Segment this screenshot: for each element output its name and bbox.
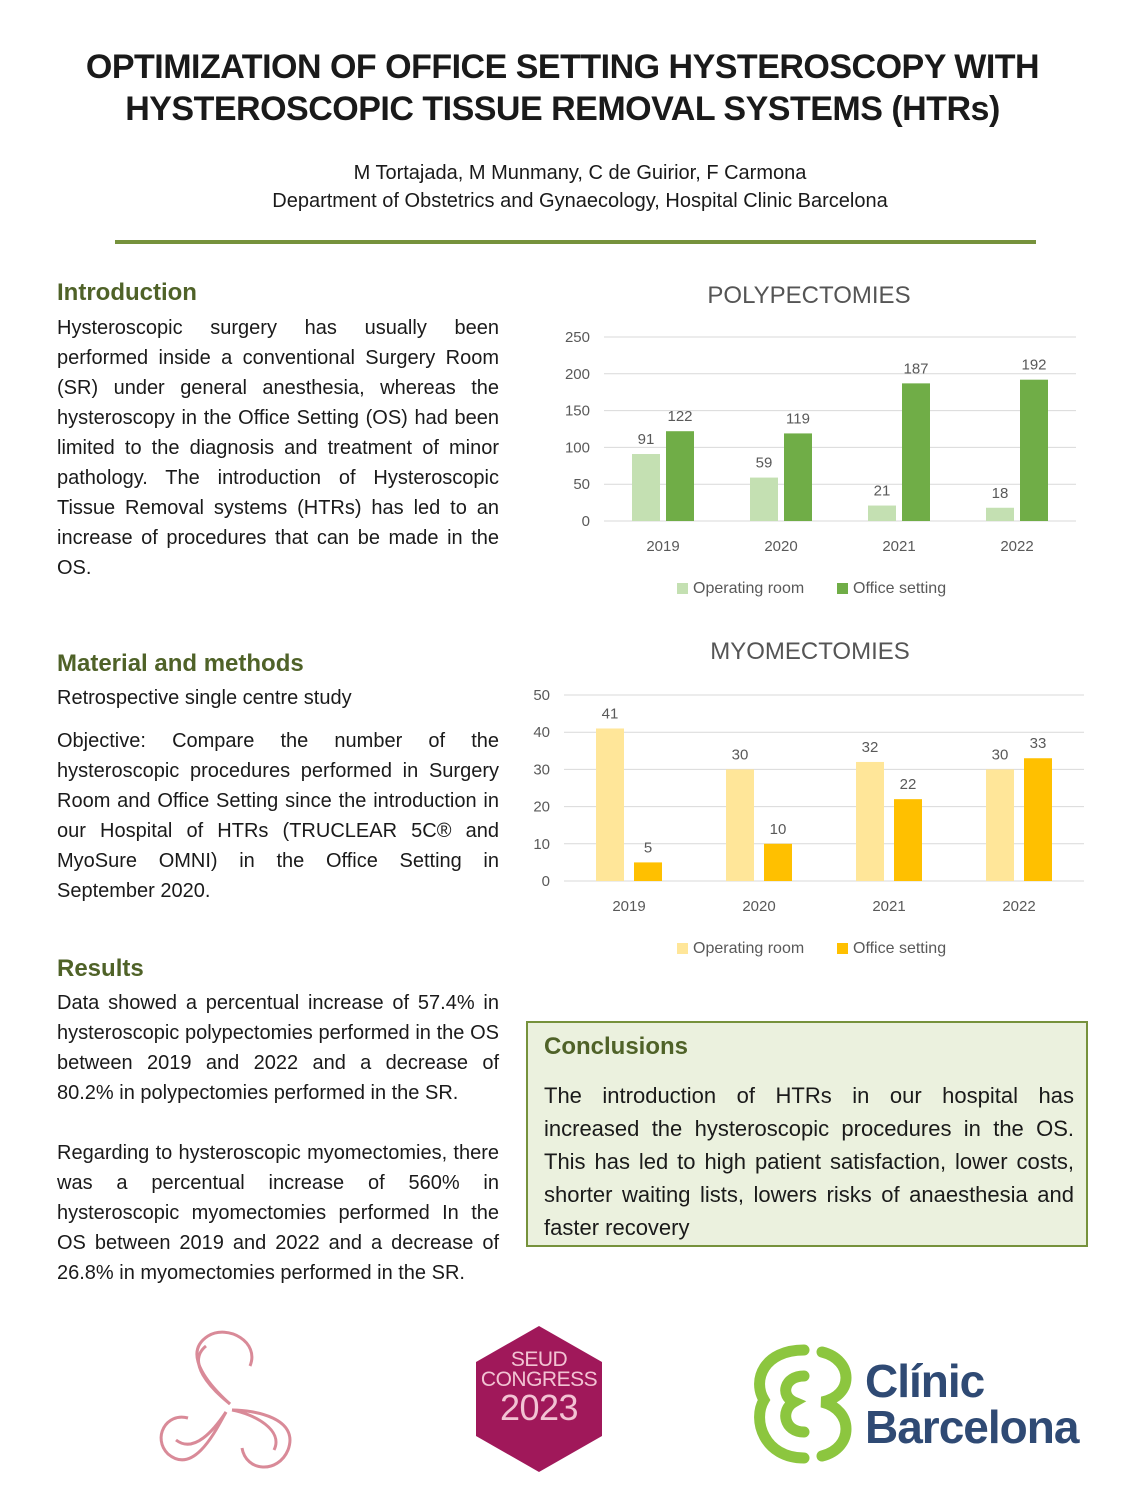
y-tick-label: 200 [564,365,590,383]
poster-title [20,46,1105,130]
data-label: 32 [861,738,879,756]
x-tick-label: 2022 [1000,538,1034,555]
conclusions-heading: Conclusions [544,1033,689,1060]
methods-study: Retrospective single centre study [57,687,352,709]
bar-office-setting [784,433,812,521]
results-text-2: Regarding to hysteroscopic myomectomies, there was a percentual increase of 560% in hysteroscopic myomectomies performed In the OS between 2019 and 2022 and a decrease of 26.8% in myomectomies performed in the SR. [57,1142,499,1284]
results-heading: Results [57,955,144,982]
methods-heading: Material and methods [57,650,304,677]
data-label: 22 [899,776,917,794]
data-label: 33 [1029,735,1047,753]
bar-operating-room [868,506,896,521]
conclusions-text: The introduction of HTRs in our hospital has increased the hysteroscopic procedures in the OS. This has led to high patient satisfaction, lower costs, shorter waiting lists, lowers risks of anaesthesia and faster recovery [544,1083,1074,1240]
myomectomies-chart [520,680,1100,970]
department: Department of Obstetrics and Gynaecology, Hospital Clinic Barcelona [272,190,888,212]
congress-year: 2023 [499,1387,579,1428]
congress-line-1: SEUD [510,1348,568,1371]
data-label: 122 [667,408,693,426]
conclusions-box [526,1021,1088,1247]
x-tick-label: 2022 [1002,898,1036,915]
y-tick-label: 150 [564,402,590,420]
bar-operating-room [856,762,884,881]
x-tick-label: 2019 [646,538,680,555]
data-label: 91 [637,431,655,449]
y-tick-label: 50 [573,476,590,494]
polypectomies-chart-title: POLYPECTOMIES [707,282,911,309]
methods-objective: Objective: Compare the number of the hysteroscopic procedures performed in Surgery Room and Office Setting since the introduction in our Hospital of HTRs (TRUCLEAR 5C® and MyoSure OMNI) in the Office Setting in September 2020. [57,730,499,902]
data-label: 18 [991,484,1009,502]
bar-operating-room [986,508,1014,521]
bar-office-setting [666,431,694,521]
introduction-heading: Introduction [57,279,197,306]
bar-office-setting [1024,758,1052,881]
x-tick-label: 2019 [612,898,646,915]
y-tick-label: 40 [533,724,550,742]
introduction-text: Hysteroscopic surgery has usually been performed inside a conventional Surgery Room (SR) under general anesthesia, whereas the hysteroscopy in the Office Setting (OS) had been limited to the diagnosis and treatment of minor pathology. The introduction of Hysteroscopic Tissue Removal systems (HTRs) has led to an increase of procedures that can be made in the OS. [57,317,499,579]
legend-label: Office setting [853,940,947,957]
legend-swatch [677,583,688,594]
y-tick-label: 10 [533,835,550,853]
y-tick-label: 250 [564,329,590,346]
results-text-1: Data showed a percentual increase of 57.4% in hysteroscopic polypectomies performed in the OS between 2019 and 2022 and a decrease of 80.2% in polypectomies performed in the SR. [57,992,499,1104]
title-line-2: HYSTEROSCOPIC TISSUE REMOVAL SYSTEMS (HTRs) [125,90,1000,128]
bar-operating-room [726,769,754,881]
data-label: 5 [643,839,653,857]
seud-congress-logo [474,1324,604,1474]
data-label: 30 [731,746,749,764]
data-label: 59 [755,454,773,472]
bar-office-setting [902,383,930,521]
x-tick-label: 2020 [742,898,776,915]
clinic-barcelona-symbol [744,1340,864,1470]
myomectomies-chart-title: MYOMECTOMIES [710,638,910,665]
bar-operating-room [750,478,778,521]
polypectomies-chart [520,320,1100,610]
triskelion-logo [150,1326,310,1486]
data-label: 192 [1021,356,1047,374]
x-tick-label: 2021 [872,898,906,915]
barcelona-word: Barcelona [865,1401,1079,1453]
y-tick-label: 0 [581,513,590,530]
y-tick-label: 20 [533,798,550,816]
legend-swatch [677,943,688,954]
clinic-word: Clínic [865,1355,985,1407]
bar-office-setting [894,799,922,881]
bar-office-setting [634,862,662,881]
legend-swatch [837,583,848,594]
data-label: 41 [601,705,619,723]
bar-office-setting [764,844,792,881]
clinic-barcelona-wordmark [865,1355,1079,1453]
data-label: 119 [786,410,810,428]
data-label: 21 [873,482,891,500]
bar-operating-room [986,769,1014,881]
data-label: 30 [991,746,1009,764]
y-tick-label: 0 [541,873,550,890]
legend-swatch [837,943,848,954]
legend-label: Operating room [693,940,805,957]
data-label: 187 [903,360,929,378]
bar-office-setting [1020,380,1048,521]
legend-label: Office setting [853,580,947,597]
y-tick-label: 100 [564,439,590,457]
congress-line-2: CONGRESS [480,1368,598,1391]
authors: M Tortajada, M Munmany, C de Guirior, F Carmona [353,162,807,184]
header-divider [115,240,1036,244]
bar-operating-room [596,728,624,881]
x-tick-label: 2020 [764,538,798,555]
y-tick-label: 50 [533,687,550,704]
data-label: 10 [769,820,787,838]
x-tick-label: 2021 [882,538,916,555]
y-tick-label: 30 [533,761,550,779]
bar-operating-room [632,454,660,521]
legend-label: Operating room [693,580,805,597]
title-line-1: OPTIMIZATION OF OFFICE SETTING HYSTEROSCOPY WITH [85,48,1040,86]
